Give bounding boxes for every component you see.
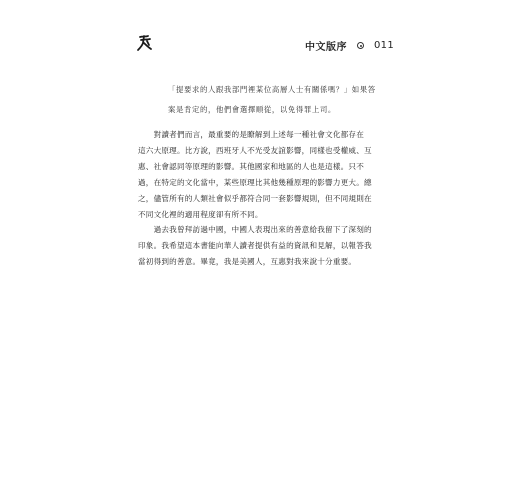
paragraph-line: 當初得到的善意。畢竟，我是美國人，互惠對我來說十分重要。 <box>138 257 357 267</box>
paragraph-line: 惠、社會認同等原理的影響。其他國家和地區的人也是這樣。只不 <box>138 161 365 171</box>
section-title: 中文版序 <box>305 42 347 53</box>
body-text <box>138 127 400 270</box>
paragraph-line: 不同文化裡的適用程度卻有所不同。 <box>138 209 263 219</box>
quote-line: 「提要求的人跟我部門裡某位高層人士有關係嗎？」如果答 <box>168 85 376 94</box>
calligraphy-logo-icon <box>136 34 154 52</box>
paragraph-line: 過去我曾拜訪過中國，中國人表現出來的善意給我留下了深刻的 <box>138 225 372 235</box>
circle-dot-icon <box>357 42 364 49</box>
paragraph-line: 這六大原理。比方說，西班牙人不光受友誼影響，同樣也受權威、互 <box>138 145 372 155</box>
paragraph-line: 之，儘管所有的人類社會似乎都符合同一套影響規則，但不同規則在 <box>138 193 372 203</box>
quote-line: 案是肯定的，他們會選擇順從，以免得罪上司。 <box>168 105 336 114</box>
paragraph-line: 對讀者們而言，最重要的是瞭解到上述每一種社會文化都存在 <box>138 130 365 139</box>
paragraph-line: 過，在特定的文化當中，某些原理比其他幾種原理的影響力更大。總 <box>138 177 372 187</box>
running-header <box>305 38 394 53</box>
paragraph-line: 印象。我希望這本書能向華人讀者提供有益的資訊和見解，以報答我 <box>138 241 372 251</box>
quote-block <box>168 80 400 120</box>
page-number: 011 <box>374 40 394 51</box>
